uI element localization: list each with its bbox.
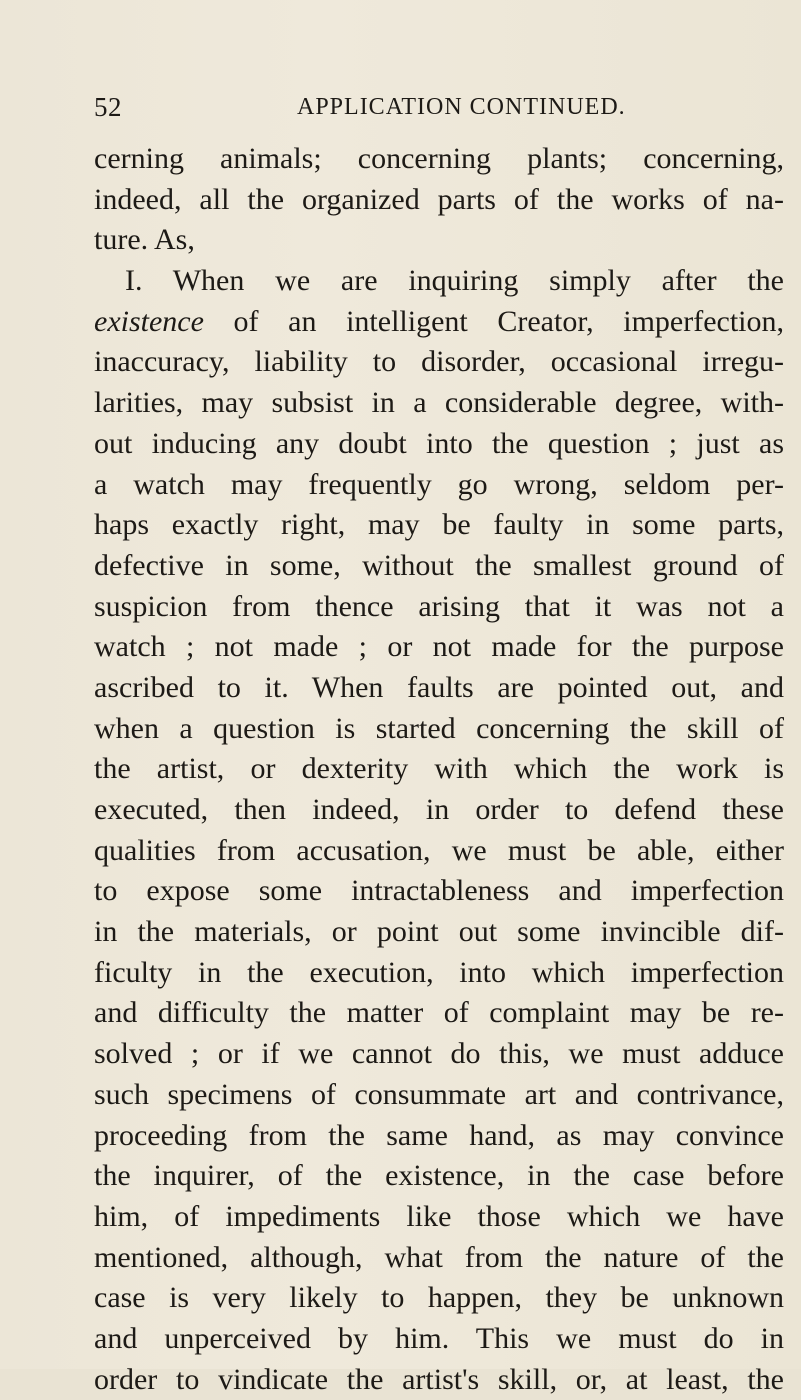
running-head: APPLICATION CONTINUED. [297,94,626,120]
italic-word: existence [94,304,204,338]
text-line: the inquirer, of the existence, in the case before [94,1159,784,1193]
text-line: haps exactly right, may be faulty in some parts, [94,508,784,542]
text-line: and unperceived by him. This we must do in [94,1321,784,1355]
text-line: ficulty in the execution, into which imperfection [94,955,784,989]
text-line: ascribed to it. When faults are pointed out, and [94,670,784,704]
text-line: case is very likely to happen, they be unknown [94,1281,784,1315]
text-line: such specimens of consummate art and contrivance, [94,1077,784,1111]
page-number: 52 [94,92,122,122]
text-line: qualities from accusation, we must be able, either [94,833,784,867]
text-line [94,302,784,343]
text-line: inaccuracy, liability to disorder, occasional irregu- [94,345,784,379]
text-line: cerning animals; concerning plants; concerning, [94,142,784,175]
text-line: larities, may subsist in a considerable degree, with- [94,386,784,420]
page-header [0,92,801,132]
text-line: indeed, all the organized parts of the works of na- [94,182,784,216]
text-line: a watch may frequently go wrong, seldom per- [94,467,784,501]
text-line: him, of impediments like those which we have [94,1199,784,1233]
text-line: in the materials, or point out some invincible dif- [94,915,784,949]
text-line: executed, then indeed, in order to defend these [94,793,784,826]
text-line: mentioned, although, what from the nature of the [94,1240,784,1274]
text-line: to expose some intractableness and imperfection [94,874,784,908]
text-line: watch ; not made ; or not made for the purpose [94,630,784,664]
text-line: out inducing any doubt into the question ; just as [94,426,784,460]
text-line: I. When we are inquiring simply after the [125,264,784,298]
body-text [94,139,784,1400]
text-line: ture. As, [94,223,195,257]
text-line: and difficulty the matter of complaint may be re- [94,996,784,1030]
text-line: proceeding from the same hand, as may convince [94,1118,784,1152]
text-line: defective in some, without the smallest ground of [94,548,784,582]
text-line: when a question is started concerning the skill of [94,711,784,745]
text-segment: of an intelligent Creator, imperfection, [203,304,784,338]
text-line: the artist, or dexterity with which the work is [94,752,784,786]
text-line: order to vindicate the artist's skill, or, at least, the [94,1362,784,1396]
text-line: solved ; or if we cannot do this, we must adduce [94,1037,784,1071]
text-line: suspicion from thence arising that it was not a [94,589,784,623]
